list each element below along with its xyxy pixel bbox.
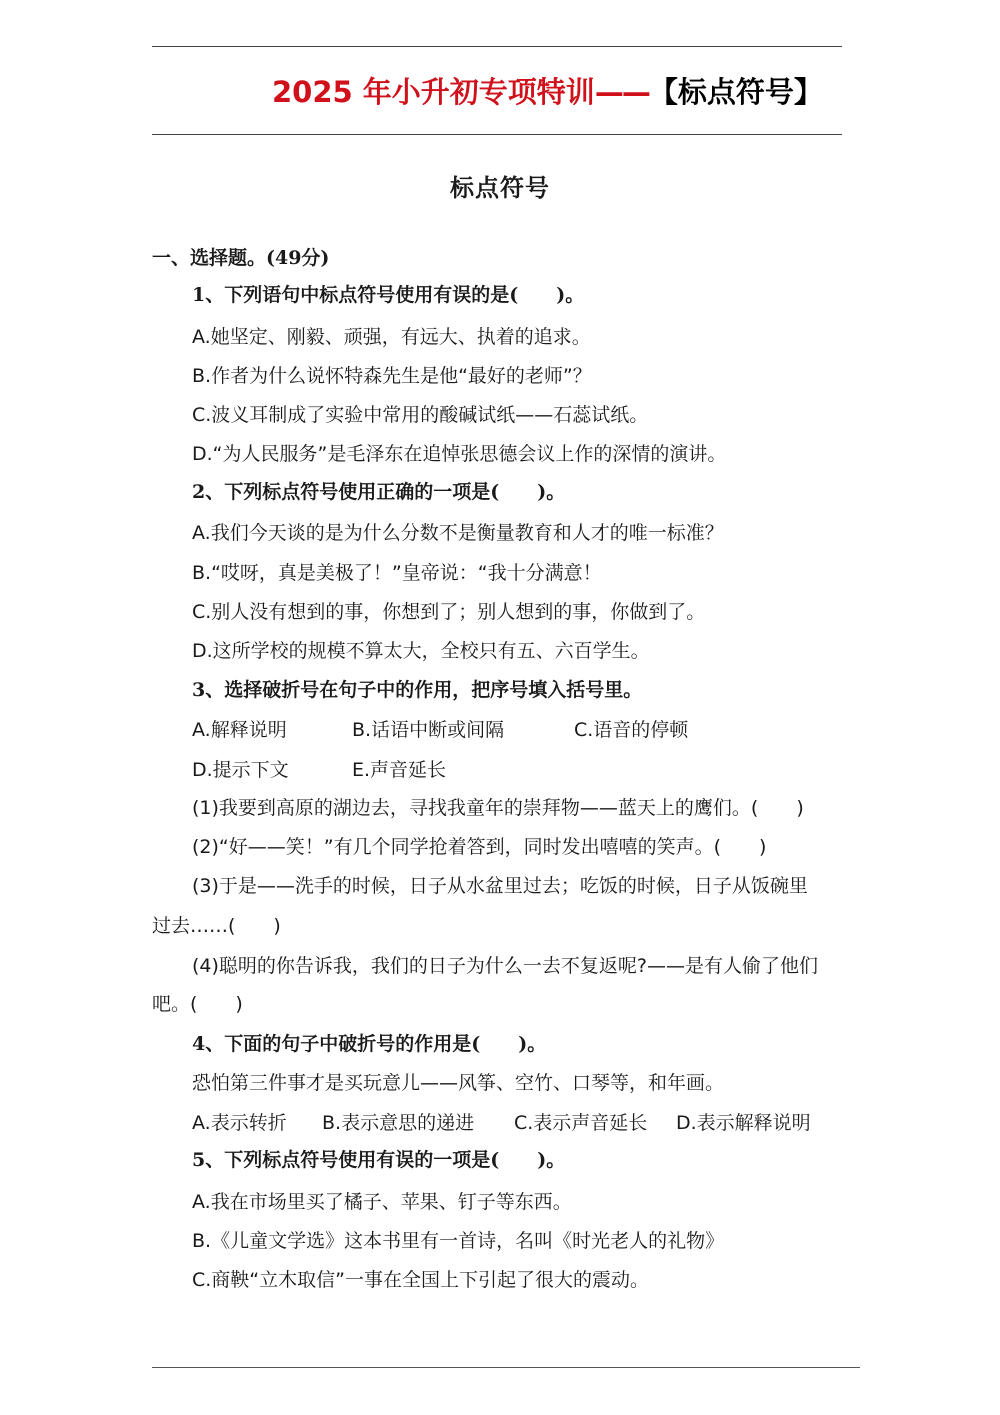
q3-item-3: (3)于是——洗手的时候，日子从水盆里过去；吃饭的时候，日子从饭碗里: [192, 875, 808, 897]
question-4-stem: 4、下面的句子中破折号的作用是( )。: [192, 1033, 547, 1055]
q2-option-d: D.这所学校的规模不算太大，全校只有五、六百学生。: [192, 640, 650, 662]
q3-choice-b: B.话语中断或间隔: [352, 719, 505, 741]
question-5-stem: 5、下列标点符号使用有误的一项是( )。: [192, 1149, 566, 1171]
q3-item-2: (2)“好——笑！”有几个同学抢着答到，同时发出嘻嘻的笑声。( ): [192, 836, 767, 858]
q3-item-4-continued: 吧。( ): [152, 993, 243, 1015]
q3-item-3-continued: 过去……( ): [152, 915, 281, 937]
q1-option-d: D.“为人民服务”是毛泽东在追悼张思德会议上作的深情的演讲。: [192, 443, 727, 465]
q3-item-1: (1)我要到高原的湖边去，寻找我童年的崇拜物——蓝天上的鹰们。( ): [192, 797, 804, 819]
q1-option-a: A.她坚定、刚毅、顽强，有远大、执着的追求。: [192, 326, 591, 348]
banner-main: 2025 年小升初专项特训: [272, 75, 595, 109]
q1-option-b: B.作者为什么说怀特森先生是他“最好的老师”？: [192, 365, 592, 387]
q5-option-b: B.《儿童文学选》这本书里有一首诗，名叫《时光老人的礼物》: [192, 1230, 725, 1252]
page-title: 标点符号: [450, 173, 550, 202]
q3-choice-a: A.解释说明: [192, 719, 287, 741]
q2-option-a: A.我们今天谈的是为什么分数不是衡量教育和人才的唯一标准？: [192, 522, 724, 544]
q4-choices: [192, 1107, 811, 1139]
q3-choice-c: C.语音的停顿: [574, 719, 689, 741]
q5-option-c: C.商鞅“立木取信”一事在全国上下引起了很大的震动。: [192, 1269, 649, 1291]
question-2-stem: 2、下列标点符号使用正确的一项是( )。: [192, 481, 566, 503]
q4-choice-c: C.表示声音延长: [514, 1112, 648, 1134]
banner-separator: ——: [594, 75, 649, 109]
q4-choice-d: D.表示解释说明: [676, 1112, 811, 1134]
q3-choice-d: D.提示下文: [192, 759, 289, 781]
q5-option-a: A.我在市场里买了橘子、苹果、钉子等东西。: [192, 1191, 572, 1213]
q4-sentence: 恐怕第三件事才是买玩意儿——风筝、空竹、口琴等，和年画。: [192, 1072, 725, 1094]
q3-choice-e: E.声音延长: [352, 759, 447, 781]
question-1-stem: 1、下列语句中标点符号使用有误的是( )。: [192, 284, 585, 306]
question-3-stem: 3、选择破折号在句子中的作用，把序号填入括号里。: [192, 679, 643, 701]
q3-choices-row-1: [192, 714, 688, 746]
banner-title: [272, 72, 823, 112]
q4-choice-a: A.表示转折: [192, 1112, 287, 1134]
q3-item-4: (4)聪明的你告诉我，我们的日子为什么一去不复返呢?——是有人偷了他们: [192, 955, 818, 977]
section-heading: 一、选择题。(49分): [152, 247, 330, 269]
banner-bracket: 【标点符号】: [648, 75, 823, 109]
q3-choices-row-2: [192, 754, 446, 786]
top-divider: [152, 46, 842, 47]
q4-choice-b: B.表示意思的递进: [322, 1112, 475, 1134]
bottom-divider: [152, 1367, 860, 1368]
q1-option-c: C.波义耳制成了实验中常用的酸碱试纸——石蕊试纸。: [192, 404, 649, 426]
header-divider: [152, 134, 842, 135]
q2-option-b: B.“哎呀，真是美极了！”皇帝说：“我十分满意！: [192, 562, 602, 584]
q2-option-c: C.别人没有想到的事，你想到了；别人想到的事，你做到了。: [192, 601, 706, 623]
